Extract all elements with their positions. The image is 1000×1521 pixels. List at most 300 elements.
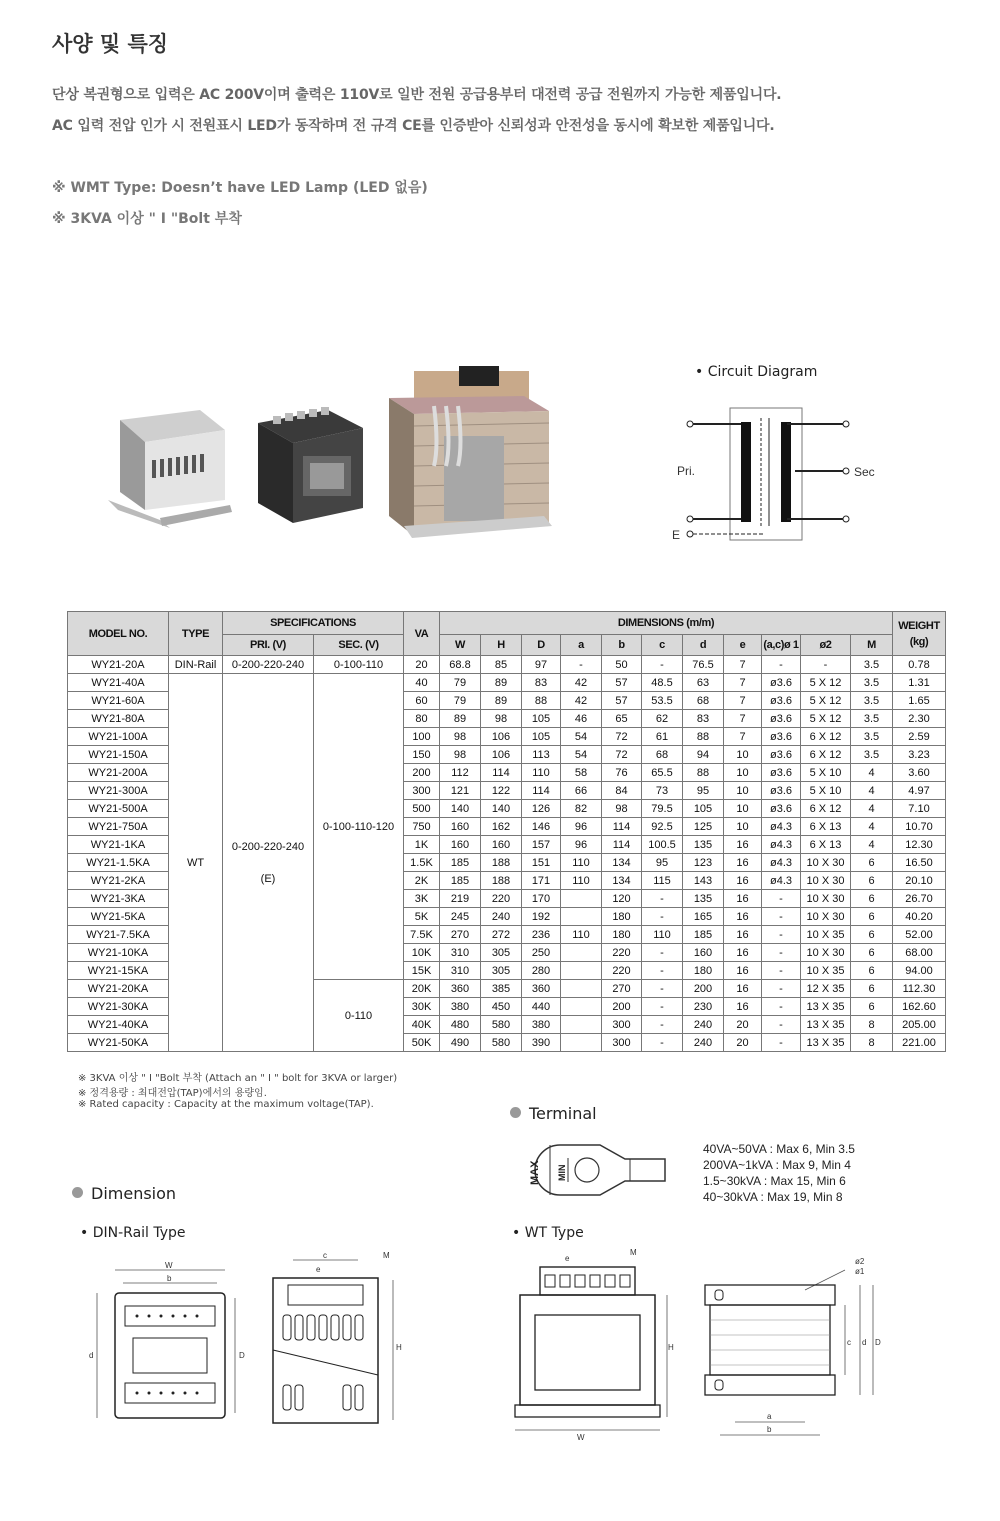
svg-text:d: d [862, 1338, 867, 1347]
table-cell: 4.97 [893, 782, 946, 800]
table-cell: 6 X 12 [801, 746, 851, 764]
bullet-icon [72, 1187, 83, 1198]
table-cell: 88 [522, 692, 561, 710]
description-line-1: 단상 복권형으로 입력은 AC 200V이며 출력은 110V로 일반 전원 공급용부터 대전력 공급 전원까지 가능한 제품입니다. [52, 87, 782, 103]
table-cell: 57 [602, 692, 642, 710]
din-rail-side-view-drawing [268, 1250, 408, 1440]
table-cell: 230 [683, 998, 724, 1016]
table-cell: WY21-500A [68, 800, 169, 818]
col-weight: WEIGHT (kg) [893, 612, 946, 656]
table-cell [561, 1034, 602, 1052]
table-cell: 8 [851, 1034, 893, 1052]
wt-side-view-drawing [695, 1250, 885, 1445]
table-cell: 300 [602, 1034, 642, 1052]
table-cell: 150 [404, 746, 440, 764]
table-cell: 126 [522, 800, 561, 818]
table-cell: - [762, 926, 801, 944]
table-cell: 20 [724, 1016, 762, 1034]
terminal-spec-1: 40VA~50VA : Max 6, Min 3.5 [703, 1142, 855, 1156]
pri-voltage-wt: 0-200-220-240 (E) [223, 674, 314, 1052]
svg-text:M: M [383, 1251, 390, 1260]
table-cell: - [642, 944, 683, 962]
col-c: c [642, 635, 683, 656]
table-cell: 72 [602, 746, 642, 764]
table-cell: 140 [440, 800, 481, 818]
table-cell: 73 [642, 782, 683, 800]
table-cell: - [642, 980, 683, 998]
table-cell: 3.5 [851, 728, 893, 746]
terminal-spec-4: 40~30kVA : Max 19, Min 8 [703, 1190, 843, 1204]
table-cell: 180 [602, 926, 642, 944]
table-cell: 10 [724, 782, 762, 800]
table-cell: 114 [602, 836, 642, 854]
table-cell: 112 [440, 764, 481, 782]
table-cell: 4 [851, 782, 893, 800]
table-cell: 0-200-220-240 [223, 656, 314, 674]
svg-text:M: M [630, 1248, 637, 1257]
table-cell: 3.5 [851, 746, 893, 764]
table-cell: 60 [404, 692, 440, 710]
table-cell: 12.30 [893, 836, 946, 854]
svg-text:a: a [767, 1412, 772, 1421]
table-cell: 1.65 [893, 692, 946, 710]
table-cell: 42 [561, 674, 602, 692]
table-cell: 188 [481, 872, 522, 890]
table-cell: - [642, 998, 683, 1016]
table-cell: 79 [440, 692, 481, 710]
table-cell: 16 [724, 998, 762, 1016]
col-a: a [561, 635, 602, 656]
table-cell: 63 [683, 674, 724, 692]
table-cell: 112.30 [893, 980, 946, 998]
table-cell: 10 [724, 818, 762, 836]
table-cell: 165 [683, 908, 724, 926]
table-cell: 7.10 [893, 800, 946, 818]
table-cell: WY21-150A [68, 746, 169, 764]
table-cell: 10 [724, 800, 762, 818]
table-cell: 4 [851, 800, 893, 818]
table-cell: 305 [481, 944, 522, 962]
table-cell: 89 [440, 710, 481, 728]
table-cell: - [762, 980, 801, 998]
table-cell: 6 X 13 [801, 836, 851, 854]
bullet-icon [510, 1107, 521, 1118]
table-cell [561, 998, 602, 1016]
table-cell: 385 [481, 980, 522, 998]
table-cell: 61 [642, 728, 683, 746]
table-cell: 3.5 [851, 710, 893, 728]
table-cell: 270 [440, 926, 481, 944]
table-cell: 88 [683, 728, 724, 746]
table-cell: 66 [561, 782, 602, 800]
table-cell: - [762, 944, 801, 962]
table-cell [561, 980, 602, 998]
table-cell: WY21-200A [68, 764, 169, 782]
description-line-2: AC 입력 전압 인가 시 전원표시 LED가 동작하며 전 규격 CE를 인증받아 신뢰성과 안전성을 동시에 확보한 제품입니다. [52, 118, 775, 134]
table-cell: ø4.3 [762, 872, 801, 890]
table-cell: - [561, 656, 602, 674]
table-cell: 89 [481, 692, 522, 710]
table-cell: 3.5 [851, 656, 893, 674]
table-cell: 96 [561, 836, 602, 854]
table-cell: 220 [602, 962, 642, 980]
table-cell: 7 [724, 656, 762, 674]
table-cell: WY21-30KA [68, 998, 169, 1016]
table-cell: 95 [683, 782, 724, 800]
table-cell: 10 [724, 764, 762, 782]
table-cell: 6 [851, 926, 893, 944]
table-cell: 160 [440, 836, 481, 854]
svg-text:e: e [316, 1265, 321, 1274]
svg-text:ø2: ø2 [855, 1257, 865, 1266]
table-cell: 7 [724, 674, 762, 692]
svg-text:D: D [875, 1338, 881, 1347]
table-cell: WY21-40A [68, 674, 169, 692]
table-cell: 160 [481, 836, 522, 854]
table-cell: ø3.6 [762, 746, 801, 764]
terminal-max-label: MAX [529, 1160, 541, 1185]
table-cell: 305 [481, 962, 522, 980]
table-cell: 96 [561, 818, 602, 836]
table-cell: WY21-3KA [68, 890, 169, 908]
table-cell: 146 [522, 818, 561, 836]
table-cell: 121 [440, 782, 481, 800]
table-cell: WY21-60A [68, 692, 169, 710]
table-cell: 5 X 12 [801, 674, 851, 692]
e-label: E [672, 528, 681, 542]
table-cell: 10 X 30 [801, 890, 851, 908]
table-cell: 2.59 [893, 728, 946, 746]
table-cell: DIN-Rail [169, 656, 223, 674]
table-cell: 10 X 30 [801, 944, 851, 962]
table-cell: 97 [522, 656, 561, 674]
col-M: M [851, 635, 893, 656]
table-cell: 48.5 [642, 674, 683, 692]
col-acphi1: (a,c)ø 1 [762, 635, 801, 656]
table-cell: 58 [561, 764, 602, 782]
svg-text:D: D [239, 1351, 245, 1360]
din-rail-front-view-drawing [85, 1258, 250, 1438]
table-cell: 10 X 35 [801, 926, 851, 944]
table-cell: 750 [404, 818, 440, 836]
svg-text:ø1: ø1 [855, 1267, 865, 1276]
table-cell: 7 [724, 710, 762, 728]
table-cell: 6 X 13 [801, 818, 851, 836]
table-cell: 89 [481, 674, 522, 692]
table-cell: ø4.3 [762, 854, 801, 872]
table-cell: 68.00 [893, 944, 946, 962]
table-cell: 220 [481, 890, 522, 908]
table-cell: 16 [724, 908, 762, 926]
table-cell: 13 X 35 [801, 1034, 851, 1052]
table-cell: 125 [683, 818, 724, 836]
table-cell: 123 [683, 854, 724, 872]
table-cell: WY21-10KA [68, 944, 169, 962]
col-H: H [481, 635, 522, 656]
footnote-2: ※ 정격용량 : 최대전압(TAP)에서의 용량임. [78, 1088, 267, 1099]
table-cell: 120 [602, 890, 642, 908]
table-cell: 50K [404, 1034, 440, 1052]
table-cell: 98 [481, 710, 522, 728]
table-cell: 151 [522, 854, 561, 872]
table-cell: 10.70 [893, 818, 946, 836]
table-cell: 4 [851, 764, 893, 782]
footnote-1: ※ 3KVA 이상 " I "Bolt 부착 (Attach an " I " bolt for 3KVA or larger) [78, 1073, 398, 1084]
table-cell: 205.00 [893, 1016, 946, 1034]
table-cell: 134 [602, 854, 642, 872]
table-cell: 8 [851, 1016, 893, 1034]
table-cell: 62 [642, 710, 683, 728]
table-cell: 200 [602, 998, 642, 1016]
table-cell: WY21-15KA [68, 962, 169, 980]
table-cell: 84 [602, 782, 642, 800]
table-cell: 162.60 [893, 998, 946, 1016]
table-cell: ø3.6 [762, 674, 801, 692]
wt-front-view-drawing [505, 1245, 675, 1445]
table-cell: 221.00 [893, 1034, 946, 1052]
table-row [68, 674, 946, 692]
table-cell: 300 [404, 782, 440, 800]
table-cell: 380 [522, 1016, 561, 1034]
table-cell: 490 [440, 1034, 481, 1052]
table-cell: 10 X 30 [801, 872, 851, 890]
table-cell: 50 [602, 656, 642, 674]
svg-text:H: H [668, 1343, 674, 1352]
table-cell: WY21-20KA [68, 980, 169, 998]
table-cell: 20.10 [893, 872, 946, 890]
table-cell: 40.20 [893, 908, 946, 926]
table-cell: 310 [440, 962, 481, 980]
table-cell: 16 [724, 836, 762, 854]
table-cell: - [642, 1034, 683, 1052]
table-cell: 113 [522, 746, 561, 764]
table-cell [561, 962, 602, 980]
table-cell: 83 [522, 674, 561, 692]
svg-text:e: e [565, 1254, 570, 1263]
table-cell: 12 X 35 [801, 980, 851, 998]
table-cell: 5 X 12 [801, 710, 851, 728]
table-cell: 240 [683, 1016, 724, 1034]
table-cell: WY21-750A [68, 818, 169, 836]
table-cell: 135 [683, 836, 724, 854]
table-cell: - [762, 908, 801, 926]
table-cell: 180 [602, 908, 642, 926]
table-cell: 10 X 30 [801, 854, 851, 872]
pri-label: Pri. [677, 464, 695, 478]
table-cell: - [762, 656, 801, 674]
table-cell: WY21-50KA [68, 1034, 169, 1052]
table-cell: 16 [724, 980, 762, 998]
table-cell: 360 [440, 980, 481, 998]
table-cell: 580 [481, 1034, 522, 1052]
svg-text:b: b [167, 1274, 172, 1283]
table-cell: 15K [404, 962, 440, 980]
table-cell: 5K [404, 908, 440, 926]
table-cell: 79.5 [642, 800, 683, 818]
table-cell: 54 [561, 728, 602, 746]
col-b: b [602, 635, 642, 656]
col-type: TYPE [169, 612, 223, 656]
col-D: D [522, 635, 561, 656]
table-cell: 3.5 [851, 674, 893, 692]
table-cell: 20K [404, 980, 440, 998]
table-cell: 79 [440, 674, 481, 692]
table-cell: 272 [481, 926, 522, 944]
table-cell [561, 1016, 602, 1034]
table-cell: 54 [561, 746, 602, 764]
table-cell: 85 [481, 656, 522, 674]
table-cell: 180 [683, 962, 724, 980]
table-cell: 4 [851, 818, 893, 836]
col-W: W [440, 635, 481, 656]
table-cell: 30K [404, 998, 440, 1016]
table-cell: 0-110 [314, 980, 404, 1052]
table-cell: 114 [481, 764, 522, 782]
terminal-spec-2: 200VA~1kVA : Max 9, Min 4 [703, 1158, 851, 1172]
col-e: e [724, 635, 762, 656]
table-cell: 110 [561, 854, 602, 872]
col-sec: SEC. (V) [314, 635, 404, 656]
table-cell [561, 944, 602, 962]
table-cell: 200 [404, 764, 440, 782]
table-cell: 68 [642, 746, 683, 764]
table-cell: - [642, 962, 683, 980]
table-cell: 76.5 [683, 656, 724, 674]
table-cell: ø3.6 [762, 710, 801, 728]
table-cell: 13 X 35 [801, 1016, 851, 1034]
table-cell: WY21-7.5KA [68, 926, 169, 944]
table-cell: 6 [851, 890, 893, 908]
table-cell: 0.78 [893, 656, 946, 674]
table-cell: 6 X 12 [801, 728, 851, 746]
svg-text:d: d [89, 1351, 94, 1360]
table-cell: 122 [481, 782, 522, 800]
table-cell: WY21-2KA [68, 872, 169, 890]
table-cell: 160 [440, 818, 481, 836]
table-cell: 162 [481, 818, 522, 836]
table-cell: 185 [440, 872, 481, 890]
terminal-section-title: Terminal [510, 1104, 597, 1123]
table-cell: - [801, 656, 851, 674]
table-cell: 68.8 [440, 656, 481, 674]
table-cell: 10K [404, 944, 440, 962]
table-cell: 20 [404, 656, 440, 674]
table-cell: 3.23 [893, 746, 946, 764]
table-cell: 2K [404, 872, 440, 890]
table-cell: 5 X 12 [801, 692, 851, 710]
table-cell: 245 [440, 908, 481, 926]
table-cell: 0-100-110-120 [314, 674, 404, 980]
table-cell: - [642, 1016, 683, 1034]
din-rail-type-title: • DIN-Rail Type [80, 1225, 186, 1241]
table-cell: 26.70 [893, 890, 946, 908]
table-cell: 72 [602, 728, 642, 746]
table-cell: 16.50 [893, 854, 946, 872]
table-cell: WY21-1.5KA [68, 854, 169, 872]
table-cell: 40 [404, 674, 440, 692]
table-cell: 40K [404, 1016, 440, 1034]
specification-table [67, 611, 946, 1052]
table-cell: - [642, 908, 683, 926]
table-cell: 1.31 [893, 674, 946, 692]
table-cell: WY21-5KA [68, 908, 169, 926]
table-cell: 98 [440, 746, 481, 764]
table-cell: 240 [683, 1034, 724, 1052]
table-cell: 310 [440, 944, 481, 962]
table-cell [561, 890, 602, 908]
table-cell: 480 [440, 1016, 481, 1034]
terminal-spec-3: 1.5~30kVA : Max 15, Min 6 [703, 1174, 846, 1188]
terminal-drawing [520, 1137, 690, 1202]
table-cell: ø4.3 [762, 818, 801, 836]
table-cell: 105 [683, 800, 724, 818]
table-cell: 76 [602, 764, 642, 782]
table-cell: ø3.6 [762, 728, 801, 746]
note-bolt: ※ 3KVA 이상 " I "Bolt 부착 [52, 211, 242, 227]
table-cell: 10 X 30 [801, 908, 851, 926]
col-phi2: ø2 [801, 635, 851, 656]
col-pri: PRI. (V) [223, 635, 314, 656]
table-cell: 6 X 12 [801, 800, 851, 818]
table-cell: 13 X 35 [801, 998, 851, 1016]
svg-text:W: W [577, 1433, 585, 1442]
table-cell: 250 [522, 944, 561, 962]
svg-text:W: W [165, 1261, 173, 1270]
table-cell: 6 [851, 980, 893, 998]
table-cell: ø3.6 [762, 782, 801, 800]
table-cell: 185 [440, 854, 481, 872]
table-cell: 4 [851, 836, 893, 854]
table-cell: 580 [481, 1016, 522, 1034]
table-cell: 6 [851, 908, 893, 926]
table-cell: 220 [602, 944, 642, 962]
table-cell: 105 [522, 728, 561, 746]
table-cell: - [762, 890, 801, 908]
table-cell: 1.5K [404, 854, 440, 872]
table-cell: 53.5 [642, 692, 683, 710]
footnote-3: ※ Rated capacity : Capacity at the maximum voltage(TAP). [78, 1099, 374, 1110]
table-cell: 83 [683, 710, 724, 728]
table-cell: 500 [404, 800, 440, 818]
table-cell: 88 [683, 764, 724, 782]
dimension-section-title: Dimension [72, 1184, 176, 1203]
col-va: VA [404, 612, 440, 656]
table-cell: 16 [724, 854, 762, 872]
table-cell: 192 [522, 908, 561, 926]
table-cell: 3.5 [851, 692, 893, 710]
page-title: 사양 및 특징 [52, 32, 169, 56]
col-model: MODEL NO. [68, 612, 169, 656]
table-cell: 10 [724, 746, 762, 764]
table-cell: 106 [481, 746, 522, 764]
table-cell: 65.5 [642, 764, 683, 782]
table-cell: 300 [602, 1016, 642, 1034]
table-cell: WT [169, 674, 223, 1052]
table-cell: ø3.6 [762, 764, 801, 782]
table-cell: 98 [440, 728, 481, 746]
table-cell: WY21-40KA [68, 1016, 169, 1034]
circuit-diagram-title: • Circuit Diagram [695, 364, 817, 380]
table-cell: 6 [851, 944, 893, 962]
table-cell: 3.60 [893, 764, 946, 782]
table-cell: 52.00 [893, 926, 946, 944]
table-cell: 219 [440, 890, 481, 908]
table-cell: 160 [683, 944, 724, 962]
table-cell: 5 X 10 [801, 764, 851, 782]
table-cell: 100.5 [642, 836, 683, 854]
table-cell: ø3.6 [762, 800, 801, 818]
table-cell: 110 [642, 926, 683, 944]
